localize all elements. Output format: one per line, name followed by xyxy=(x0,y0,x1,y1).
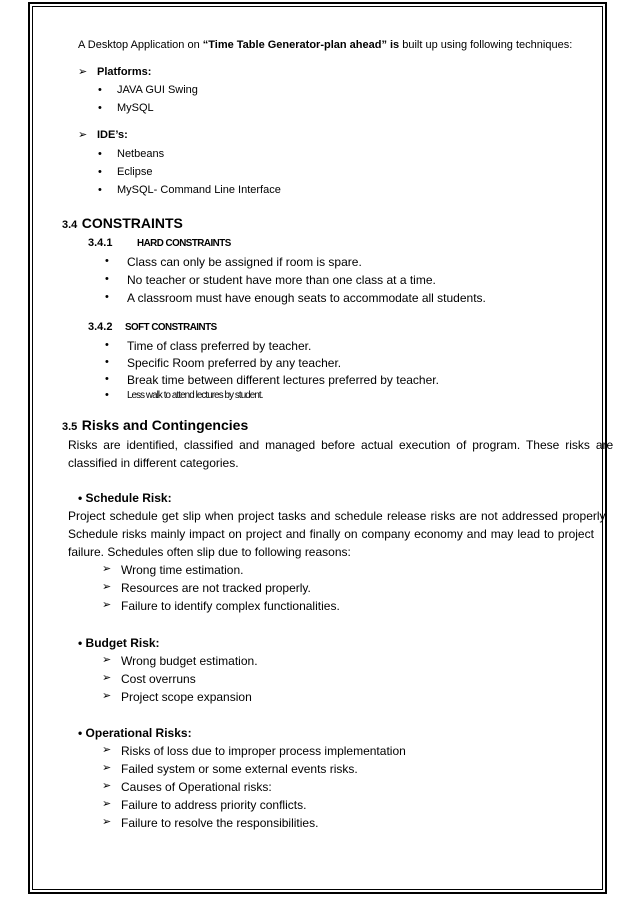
arrow-bullet-icon: ➢ xyxy=(102,599,112,611)
section-heading-constraints: 3.4 CONSTRAINTS xyxy=(62,215,183,231)
list-item: Failure to resolve the responsibilities. xyxy=(121,816,319,830)
paragraph-line: Risks are identified, classified and managed before actual execution of program. These risks are xyxy=(68,438,614,452)
list-item: MySQL xyxy=(117,102,154,114)
list-item: Specific Room preferred by any teacher. xyxy=(127,356,342,370)
bullet-icon: • xyxy=(105,291,109,303)
arrow-bullet-icon: ➢ xyxy=(102,744,112,756)
list-item: Time of class preferred by teacher. xyxy=(127,339,312,353)
arrow-bullet-icon: ➢ xyxy=(102,798,112,810)
risk-heading-schedule: • Schedule Risk: xyxy=(78,491,172,505)
list-item: A classroom must have enough seats to accommodate all students. xyxy=(127,291,486,305)
paragraph-line: Project schedule get slip when project tasks and schedule release risks are not addressed properly. xyxy=(68,509,608,523)
platforms-heading: Platforms: xyxy=(97,66,152,78)
arrow-bullet-icon: ➢ xyxy=(102,762,112,774)
arrow-bullet-icon: ➢ xyxy=(102,690,112,702)
intro-line: A Desktop Application on “Time Table Generator-plan ahead” is built up using following techniques: xyxy=(78,39,573,51)
subsection-title: SOFT CONSTRAINTS xyxy=(125,322,217,333)
list-item: Break time between different lectures preferred by teacher. xyxy=(127,373,439,387)
bullet-icon: • xyxy=(105,356,109,368)
arrow-bullet-icon: ➢ xyxy=(78,129,88,141)
risk-heading-operational: • Operational Risks: xyxy=(78,726,192,740)
list-item: Causes of Operational risks: xyxy=(121,780,272,794)
bullet-icon: • xyxy=(98,184,102,196)
bullet-icon: • xyxy=(105,255,109,267)
list-item: Netbeans xyxy=(117,148,165,160)
arrow-bullet-icon: ➢ xyxy=(102,563,112,575)
bullet-icon: • xyxy=(105,273,109,285)
arrow-bullet-icon: ➢ xyxy=(102,816,112,828)
paragraph-line: classified in different categories. xyxy=(68,456,239,470)
bullet-icon: • xyxy=(105,373,109,385)
bullet-icon: • xyxy=(105,339,109,351)
bullet-icon: • xyxy=(98,84,102,96)
list-item: Failure to identify complex functionalities. xyxy=(121,599,340,613)
bullet-icon: • xyxy=(98,166,102,178)
paragraph-line: Schedule risks mainly impact on project and finally on company economy and may lead to project xyxy=(68,527,594,541)
subsection-title: HARD CONSTRAINTS xyxy=(137,238,231,249)
list-item: Failed system or some external events risks. xyxy=(121,762,358,776)
list-item: Wrong time estimation. xyxy=(121,563,244,577)
list-item: Project scope expansion xyxy=(121,690,252,704)
arrow-bullet-icon: ➢ xyxy=(102,672,112,684)
bullet-icon: • xyxy=(98,102,102,114)
list-item: Less walk to attend lectures by student. xyxy=(127,390,263,401)
paragraph-line: failure. Schedules often slip due to following reasons: xyxy=(68,545,351,559)
subsection-number: 3.4.1 xyxy=(88,237,113,249)
list-item: Failure to address priority conflicts. xyxy=(121,798,307,812)
list-item: MySQL- Command Line Interface xyxy=(117,184,281,196)
list-item: Eclipse xyxy=(117,166,153,178)
arrow-bullet-icon: ➢ xyxy=(78,66,88,78)
arrow-bullet-icon: ➢ xyxy=(102,654,112,666)
subsection-number: 3.4.2 xyxy=(88,321,113,333)
bullet-icon: • xyxy=(98,148,102,160)
list-item: Wrong budget estimation. xyxy=(121,654,258,668)
arrow-bullet-icon: ➢ xyxy=(102,581,112,593)
list-item: Risks of loss due to improper process implementation xyxy=(121,744,406,758)
arrow-bullet-icon: ➢ xyxy=(102,780,112,792)
bullet-icon: • xyxy=(105,389,109,401)
list-item: Resources are not tracked properly. xyxy=(121,581,311,595)
list-item: JAVA GUI Swing xyxy=(117,84,198,96)
ides-heading: IDE’s: xyxy=(97,129,128,141)
list-item: Class can only be assigned if room is spare. xyxy=(127,255,362,269)
list-item: No teacher or student have more than one class at a time. xyxy=(127,273,436,287)
list-item: Cost overruns xyxy=(121,672,196,686)
section-heading-risks: 3.5 Risks and Contingencies xyxy=(62,417,249,433)
risk-heading-budget: • Budget Risk: xyxy=(78,636,160,650)
